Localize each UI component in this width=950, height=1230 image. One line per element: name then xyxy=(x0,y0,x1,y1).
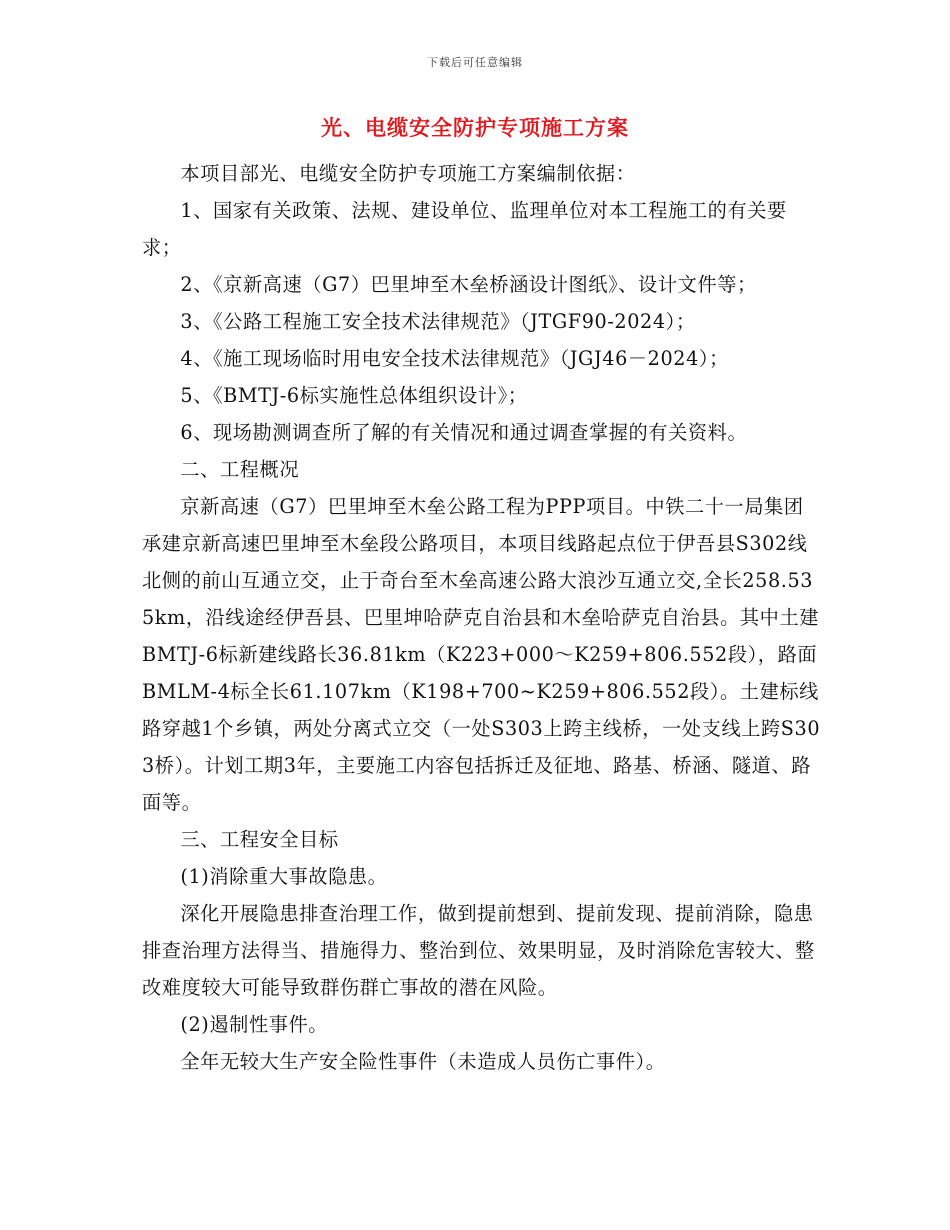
section-heading-safety-goals: 三、工程安全目标 xyxy=(180,828,339,851)
paragraph-goal-2-detail: 全年无较大生产安全险性事件（未造成人员伤亡事件）。 xyxy=(180,1050,666,1073)
paragraph-goal-1-detail: 深化开展隐患排查治理工作，做到提前想到、提前发现、提前消除，隐患排查治理方法得当、措施得力、整治到位、效果明显，及时消除危害较大、整改难度较大可能导致群伤群亡事故的潜在风险。 xyxy=(142,902,815,999)
paragraph-project-overview: 京新高速（G7）巴里坤至木垒公路工程为PPP项目。中铁二十一局集团承建京新高速巴里坤至木垒段公路项目，本项目线路起点位于伊吾县S302线北侧的前山互通立交，止于奇台至木垒高速公路大浪沙互通立交,全长258.535km，沿线途经伊吾县、巴里坤哈萨克自治县和木垒哈萨克自治县。其中土建BMTJ-6标新建线路长36.81km（K223+000～K259+806.552段），路面BMLM-4标全长61.107km（K198+700~K259+806.552段）。土建标线路穿越1个乡镇，两处分离式立交（一处S303上跨主线桥，一处支线上跨S303桥）。计划工期3年，主要施工内容包括拆迁及征地、路基、桥涵、隧道、路面等。 xyxy=(142,495,821,814)
document-title: 光、电缆安全防护专项施工方案 xyxy=(321,116,629,140)
paragraph-basis-1: 1、国家有关政策、法规、建设单位、监理单位对本工程施工的有关要求； xyxy=(142,199,787,259)
paragraph-basis-2: 2、《京新高速（G7）巴里坤至木垒桥涵设计图纸》、设计文件等； xyxy=(180,273,757,296)
paragraph-basis-4: 4、《施工现场临时用电安全技术法律规范》（JGJ46－2024）； xyxy=(180,347,729,370)
paragraph-basis-5: 5、《BMTJ-6标实施性总体组织设计》； xyxy=(180,384,528,407)
paragraph-basis-3: 3、《公路工程施工安全技术法律规范》（JTGF90-2024）； xyxy=(180,310,696,333)
section-heading-overview: 二、工程概况 xyxy=(180,458,300,481)
paragraph-basis-6: 6、现场勘测调查所了解的有关情况和通过调查掌握的有关资料。 xyxy=(180,421,748,444)
document-body xyxy=(142,155,822,1080)
subheading-goal-1: (1)消除重大事故隐患。 xyxy=(180,865,388,888)
paragraph-basis-intro: 本项目部光、电缆安全防护专项施工方案编制依据： xyxy=(180,162,636,185)
download-note: 下载后可任意编辑 xyxy=(427,56,523,69)
subheading-goal-2: (2)遏制性事件。 xyxy=(180,1013,329,1036)
